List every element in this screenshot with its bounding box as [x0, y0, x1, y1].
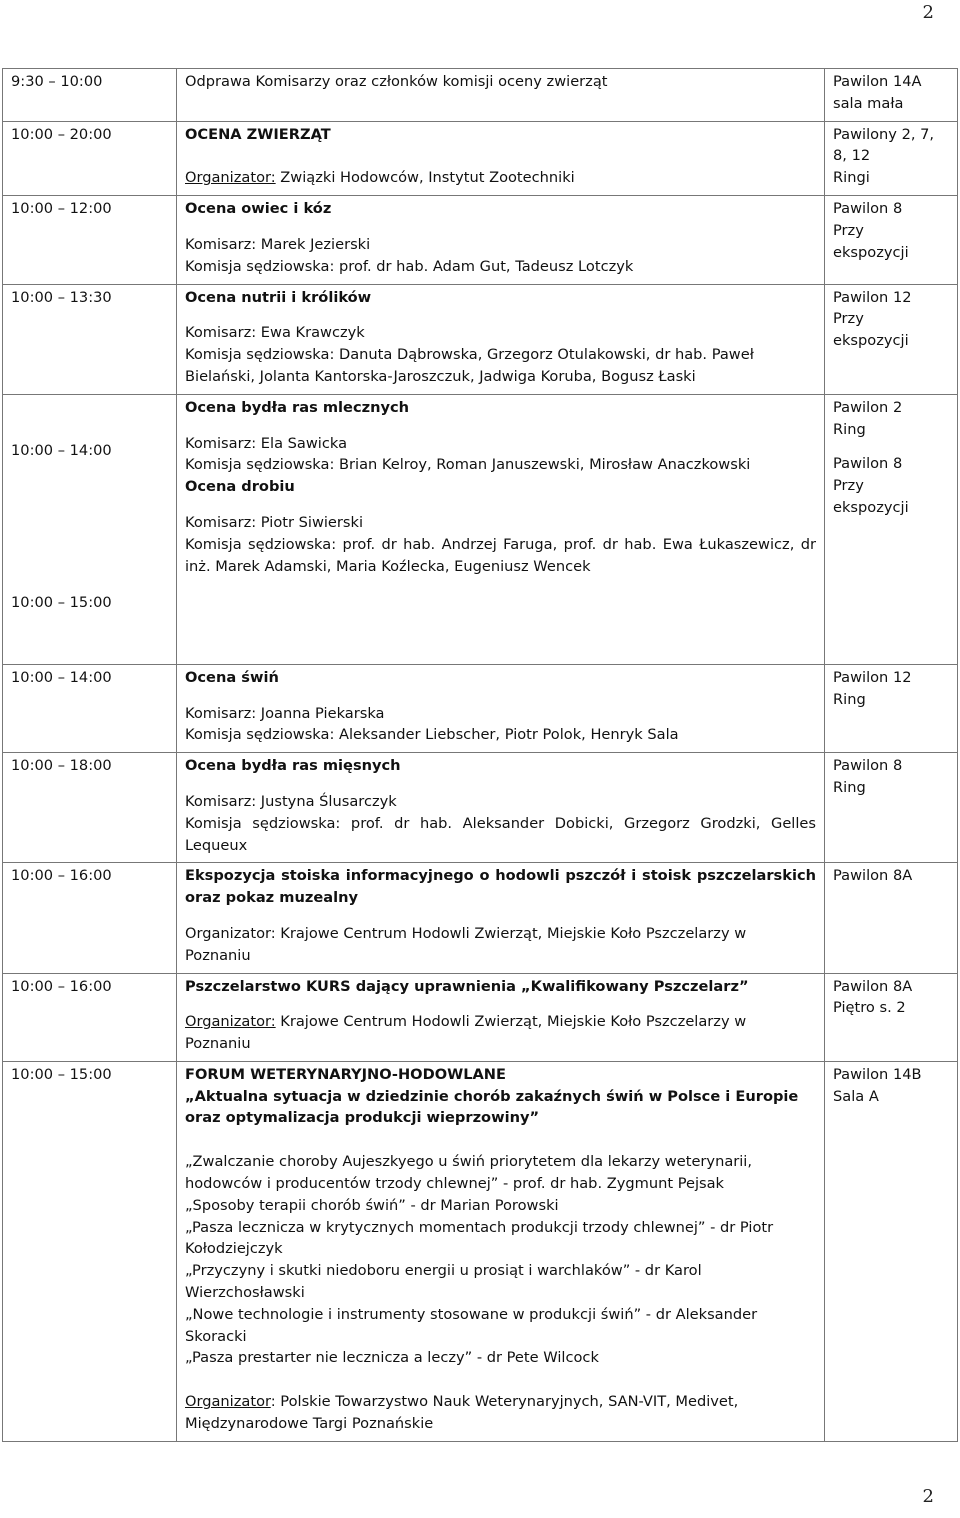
location-line: Pawilon 8 — [833, 455, 903, 473]
location-line: Pawilon 12 — [833, 668, 912, 686]
schedule-row — [3, 284, 958, 394]
event-commissioner: Komisarz: Justyna Ślusarczyk — [185, 792, 397, 810]
event-time: 9:30 – 10:00 — [3, 69, 177, 122]
event-commissioner: Komisarz: Ela Sawicka — [185, 434, 348, 452]
event-details — [177, 394, 825, 664]
event-commissioner: Komisarz: Marek Jezierski — [185, 235, 371, 253]
event-title: FORUM WETERYNARYJNO-HODOWLANE — [185, 1065, 506, 1083]
event-location — [825, 664, 958, 752]
schedule-row — [3, 394, 958, 664]
event-details — [177, 1061, 825, 1441]
event-jury-second: Komisja sędziowska: prof. dr hab. Andrzej Faruga, prof. dr hab. Ewa Łukaszewicz, dr inż. Marek Adamski, Maria Koźlecka, Eugeniusz Wencek — [185, 535, 816, 575]
location-line: Pawilon 14A — [833, 73, 922, 90]
event-title: Ocena świń — [185, 668, 279, 686]
location-line: Pawilon 8 — [833, 200, 903, 218]
location-line: Przy — [833, 221, 864, 239]
event-organizer — [185, 923, 816, 967]
event-jury: Komisja sędziowska: prof. dr hab. Adam Gut, Tadeusz Lotczyk — [185, 257, 634, 275]
event-details — [177, 196, 825, 284]
event-time: 10:00 – 15:00 — [3, 1061, 177, 1441]
schedule-row — [3, 196, 958, 284]
event-title: Ocena nutrii i królików — [185, 288, 372, 306]
location-line: ekspozycji — [833, 243, 909, 261]
schedule-row — [3, 121, 958, 196]
location-line: Piętro s. 2 — [833, 999, 906, 1017]
event-jury: Komisja sędziowska: Aleksander Liebscher, Piotr Polok, Henryk Sala — [185, 726, 679, 744]
schedule-row — [3, 973, 958, 1061]
schedule-row — [3, 69, 958, 122]
event-time: 10:00 – 12:00 — [3, 196, 177, 284]
event-commissioner: Komisarz: Ewa Krawczyk — [185, 324, 365, 342]
event-organizer — [185, 167, 816, 189]
page-number-bottom: 2 — [922, 1486, 934, 1507]
location-line: Pawilony 2, 7, — [833, 125, 935, 143]
event-location — [825, 121, 958, 196]
organizer-label: Organizator: — [185, 169, 276, 187]
location-line: sala mała — [833, 94, 904, 112]
event-details — [177, 863, 825, 973]
organizer-name: Związki Hodowców, Instytut Zootechniki — [280, 169, 575, 187]
event-location — [825, 196, 958, 284]
organizer-name: Krajowe Centrum Hodowli Zwierząt, Miejskie Koło Pszczelarzy w Poznaniu — [185, 1013, 747, 1053]
event-location — [825, 973, 958, 1061]
location-line: Ring — [833, 778, 866, 796]
location-line: ekspozycji — [833, 332, 909, 350]
forum-talk: „Pasza prestarter nie lecznicza a leczy” - dr Pete Wilcock — [185, 1349, 599, 1367]
organizer-label: Organizator: — [185, 924, 276, 942]
event-title: OCENA ZWIERZĄT — [185, 125, 331, 143]
organizer-name: Krajowe Centrum Hodowli Zwierząt, Miejskie Koło Pszczelarzy w Poznaniu — [185, 924, 747, 964]
event-time-second: 10:00 – 15:00 — [11, 594, 112, 612]
event-time: 10:00 – 14:00 — [3, 664, 177, 752]
event-title-second: Ocena drobiu — [185, 478, 295, 496]
forum-talk: „Sposoby terapii chorób świń” - dr Marian Porowski — [185, 1196, 559, 1214]
page-number-top: 2 — [922, 2, 934, 23]
schedule-row — [3, 664, 958, 752]
event-details — [177, 69, 825, 122]
location-line: Przy — [833, 310, 864, 328]
event-details — [177, 664, 825, 752]
organizer-label: Organizator: — [185, 1013, 276, 1031]
organizer-label: Organizator — [185, 1393, 271, 1411]
forum-talk: „Przyczyny i skutki niedoboru energii u prosiąt i warchlaków” - dr Karol Wierzchosławski — [185, 1262, 702, 1302]
location-line: Sala A — [833, 1087, 879, 1105]
event-location — [825, 1061, 958, 1441]
organizer-name: : Polskie Towarzystwo Nauk Weterynaryjnych, SAN-VIT, Medivet, Międzynarodowe Targi Poznańskie — [185, 1393, 739, 1433]
event-time: 10:00 – 20:00 — [3, 121, 177, 196]
event-location — [825, 394, 958, 664]
event-commissioner: Komisarz: Joanna Piekarska — [185, 704, 385, 722]
event-title: Odprawa Komisarzy oraz członków komisji oceny zwierząt — [185, 73, 608, 90]
location-line: Ringi — [833, 169, 870, 187]
location-line: Pawilon 8A — [833, 977, 913, 995]
event-jury: Komisja sędziowska: Danuta Dąbrowska, Grzegorz Otulakowski, dr hab. Paweł Bielański, Jolanta Kantorska-Jaroszczuk, Jadwiga Koruba, Bogusz Łaski — [185, 346, 754, 385]
event-schedule-table — [2, 68, 958, 1442]
event-subtitle: „Aktualna sytuacja w dziedzinie chorób zakaźnych świń w Polsce i Europie oraz optymalizacja produkcji wieprzowiny” — [185, 1087, 799, 1127]
location-line: ekspozycji — [833, 498, 909, 516]
schedule-row — [3, 863, 958, 973]
event-details — [177, 973, 825, 1061]
forum-talk: „Nowe technologie i instrumenty stosowane w produkcji świń” - dr Aleksander Skoracki — [185, 1305, 758, 1345]
location-line: Przy — [833, 477, 864, 495]
event-jury: Komisja sędziowska: Brian Kelroy, Roman Januszewski, Mirosław Anaczkowski — [185, 456, 751, 474]
event-time — [3, 394, 177, 664]
location-line: Pawilon 8 — [833, 757, 903, 775]
schedule-row — [3, 1061, 958, 1441]
location-line: Pawilon 14B — [833, 1065, 922, 1083]
schedule-row — [3, 753, 958, 863]
event-title: Pszczelarstwo KURS dający uprawnienia „Kwalifikowany Pszczelarz” — [185, 977, 749, 995]
location-line: 8, 12 — [833, 147, 871, 165]
event-commissioner-second: Komisarz: Piotr Siwierski — [185, 513, 364, 531]
location-line: Pawilon 2 — [833, 398, 903, 416]
event-time: 10:00 – 16:00 — [3, 973, 177, 1061]
event-details — [177, 753, 825, 863]
event-time: 10:00 – 18:00 — [3, 753, 177, 863]
event-location — [825, 863, 958, 973]
event-title: Ocena bydła ras mięsnych — [185, 757, 401, 775]
forum-talk: „Zwalczanie choroby Aujeszkyego u świń priorytetem dla lekarzy weterynarii, hodowców i producentów trzody chlewnej” - prof. dr hab. Zygmunt Pejsak — [185, 1153, 753, 1193]
event-location — [825, 753, 958, 863]
location-line: Pawilon 8A — [833, 867, 913, 885]
event-time: 10:00 – 13:30 — [3, 284, 177, 394]
event-title: Ocena owiec i kóz — [185, 200, 332, 218]
event-organizer — [185, 1011, 816, 1055]
location-line: Ring — [833, 690, 866, 708]
event-jury: Komisja sędziowska: prof. dr hab. Aleksander Dobicki, Grzegorz Grodzki, Gelles Lequeux — [185, 814, 816, 854]
location-line: Pawilon 12 — [833, 288, 912, 306]
event-details — [177, 284, 825, 394]
event-title: Ocena bydła ras mlecznych — [185, 398, 410, 416]
event-title: Ekspozycja stoiska informacyjnego o hodowli pszczół i stoisk pszczelarskich oraz pokaz muzealny — [185, 867, 816, 907]
event-location — [825, 284, 958, 394]
event-organizer — [185, 1391, 816, 1435]
event-details — [177, 121, 825, 196]
event-location — [825, 69, 958, 122]
forum-talk: „Pasza lecznicza w krytycznych momentach produkcji trzody chlewnej” - dr Piotr Kołodziejczyk — [185, 1218, 774, 1258]
event-time: 10:00 – 16:00 — [3, 863, 177, 973]
event-time-first: 10:00 – 14:00 — [11, 442, 112, 460]
location-line: Ring — [833, 420, 866, 438]
